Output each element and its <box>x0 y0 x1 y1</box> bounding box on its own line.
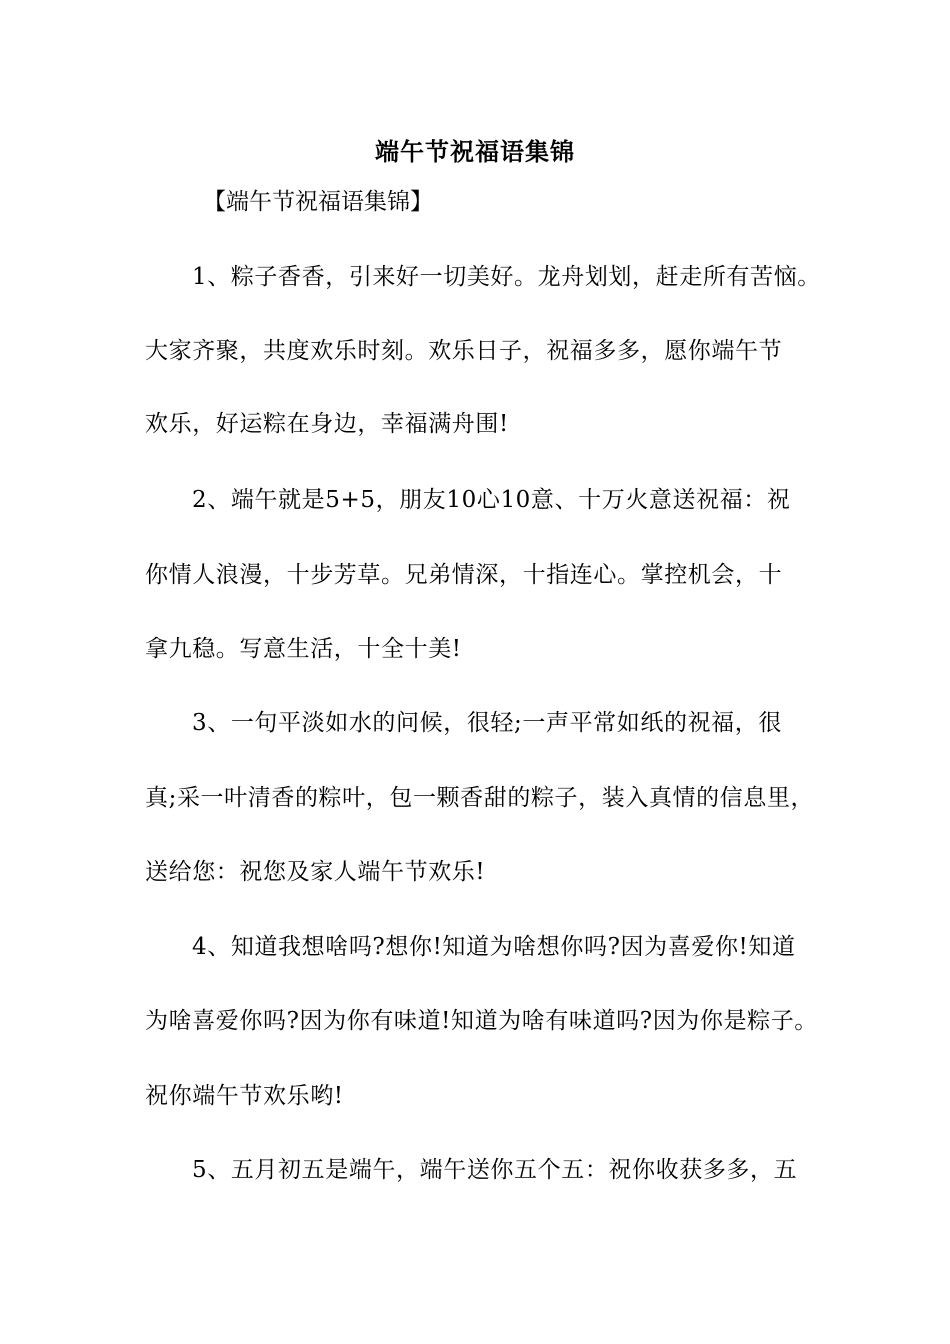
paragraph-1-line-1: 1、粽子香香，引来好一切美好。龙舟划划，赶走所有苦恼。 <box>192 264 821 290</box>
paragraph-4-line-2: 为啥喜爱你吗?因为你有味道!知道为啥有味道吗?因为你是粽子。 <box>145 1008 818 1034</box>
paragraph-3-line-1: 3、一句平淡如水的问候，很轻;一声平常如纸的祝福，很 <box>192 710 782 736</box>
paragraph-2-line-2: 你情人浪漫，十步芳草。兄弟情深，十指连心。掌控机会，十 <box>145 562 783 588</box>
paragraph-2-line-3: 拿九稳。写意生活，十全十美! <box>145 636 462 662</box>
paragraph-3-line-3: 送给您：祝您及家人端午节欢乐! <box>145 859 486 885</box>
paragraph-2-line-1: 2、端午就是5+5，朋友10心10意、十万火意送祝福：祝 <box>192 487 791 513</box>
paragraph-1-line-2: 大家齐聚，共度欢乐时刻。欢乐日子，祝福多多，愿你端午节 <box>145 338 783 364</box>
paragraph-1-line-3: 欢乐，好运粽在身边，幸福满舟围! <box>145 411 509 437</box>
paragraph-5-line-1: 5、五月初五是端午，端午送你五个五：祝你收获多多，五 <box>192 1157 798 1183</box>
paragraph-3-line-2: 真;采一叶清香的粽叶，包一颗香甜的粽子，装入真情的信息里， <box>145 785 815 811</box>
paragraph-4-line-1: 4、知道我想啥吗?想你!知道为啥想你吗?因为喜爱你!知道 <box>192 934 796 960</box>
paragraph-4-line-3: 祝你端午节欢乐哟! <box>145 1083 344 1109</box>
document-subtitle: 【端午节祝福语集锦】 <box>203 189 433 215</box>
document-title: 端午节祝福语集锦 <box>375 137 575 166</box>
